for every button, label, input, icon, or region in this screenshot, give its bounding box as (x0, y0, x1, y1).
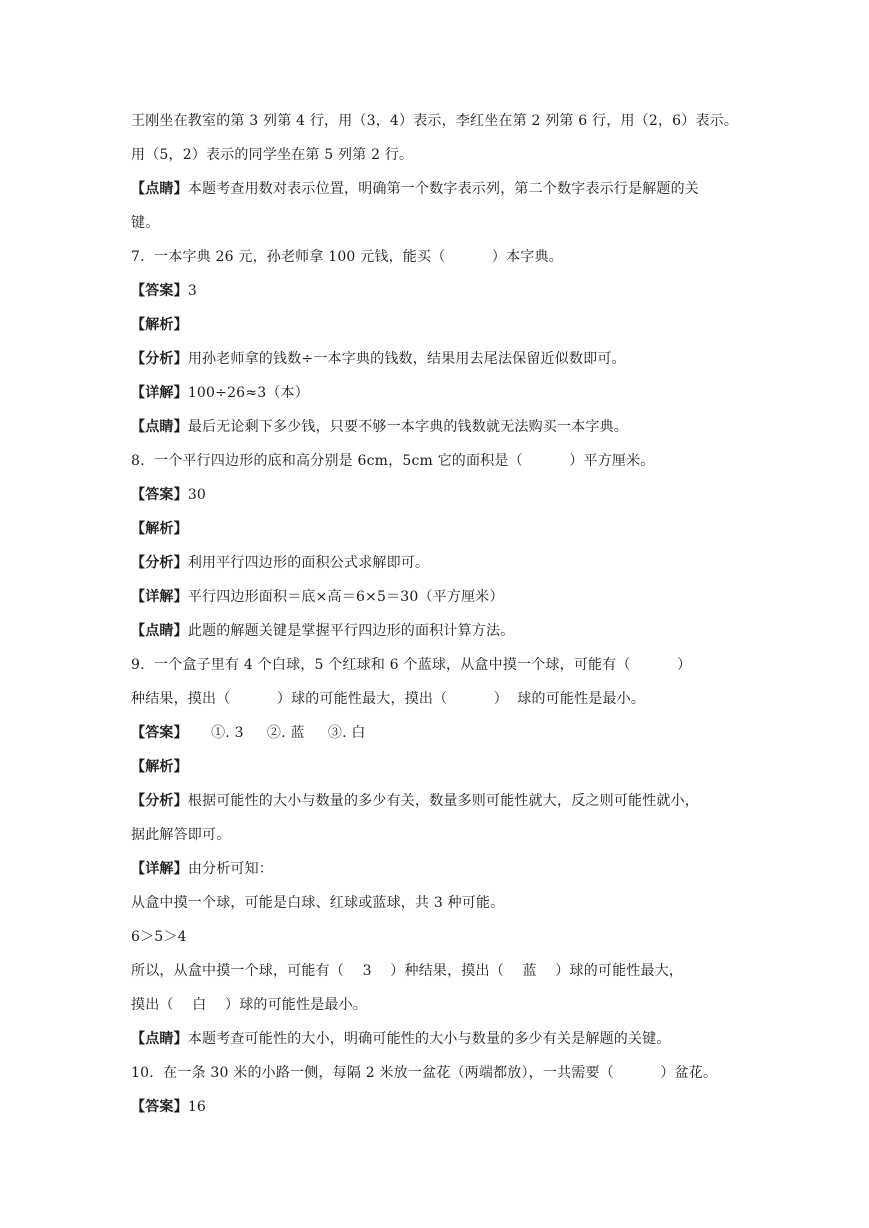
answer-line: 【答案】30 (131, 487, 207, 503)
text-line: 【分析】利用平行四边形的面积公式求解即可。 (131, 555, 430, 571)
text-line: 用（5，2）表示的同学坐在第 5 列第 2 行。 (131, 147, 414, 163)
text-line: 【点睛】此题的解题关键是掌握平行四边形的面积计算方法。 (131, 623, 515, 639)
question-8: 8. 一个平行四边形的底和高分别是 6cm，5cm 它的面积是（ ）平方厘米。 (131, 453, 655, 469)
question-7: 7. 一本字典 26 元，孙老师拿 100 元钱，能买（ ）本字典。 (131, 249, 563, 265)
text-line: 【分析】根据可能性的大小与数量的多少有关，数量多则可能性就大，反之则可能性就小， (131, 793, 700, 809)
text-line: 6＞5＞4 (131, 929, 187, 945)
analysis-heading: 【解析】 (131, 759, 188, 775)
text-line: 王刚坐在教室的第 3 列第 4 行，用（3，4）表示，李红坐在第 2 列第 6 行，用（2，6）表示。 (131, 113, 739, 129)
text-line: 【点睛】本题考查用数对表示位置，明确第一个数字表示列，第二个数字表示行是解题的关 (131, 181, 700, 197)
text-line: 键。 (131, 215, 160, 231)
text-line: 种结果，摸出（ ）球的可能性最大，摸出（ ） 球的可能性是最小。 (131, 691, 646, 707)
text-line: 所以，从盒中摸一个球，可能有（ 3 ）种结果，摸出（ 蓝 ）球的可能性最大， (131, 963, 684, 979)
question-10: 10. 在一条 30 米的小路一侧，每隔 2 米放一盆花（两端都放），一共需要（ ）盆花。 (131, 1065, 718, 1081)
question-9: 9. 一个盒子里有 4 个白球，5 个红球和 6 个蓝球，从盒中摸一个球，可能有（ ） (131, 657, 692, 673)
answer-line: 【答案】3 (131, 283, 197, 299)
text-line: 【分析】用孙老师拿的钱数÷一本字典的钱数，结果用去尾法保留近似数即可。 (131, 351, 626, 367)
analysis-heading: 【解析】 (131, 521, 188, 537)
text-line: 摸出（ 白 ）球的可能性是最小。 (131, 997, 368, 1013)
text-line: 【点睛】本题考查可能性的大小，明确可能性的大小与数量的多少有关是解题的关键。 (131, 1031, 671, 1047)
text-line: 【详解】由分析可知： (131, 861, 274, 877)
text-line: 【详解】100÷26≈3（本） (131, 385, 309, 401)
text-line: 【详解】平行四边形面积＝底×高＝6×5＝30（平方厘米） (131, 589, 504, 605)
text-line: 据此解答即可。 (131, 827, 231, 843)
answer-line: 【答案】 ①. 3 ②. 蓝 ③. 白 (131, 725, 366, 741)
analysis-heading: 【解析】 (131, 317, 188, 333)
text-line: 【点睛】最后无论剩下多少钱，只要不够一本字典的钱数就无法购买一本字典。 (131, 419, 629, 435)
text-line: 从盒中摸一个球，可能是白球、红球或蓝球，共 3 种可能。 (131, 895, 505, 911)
answer-line: 【答案】16 (131, 1099, 207, 1115)
